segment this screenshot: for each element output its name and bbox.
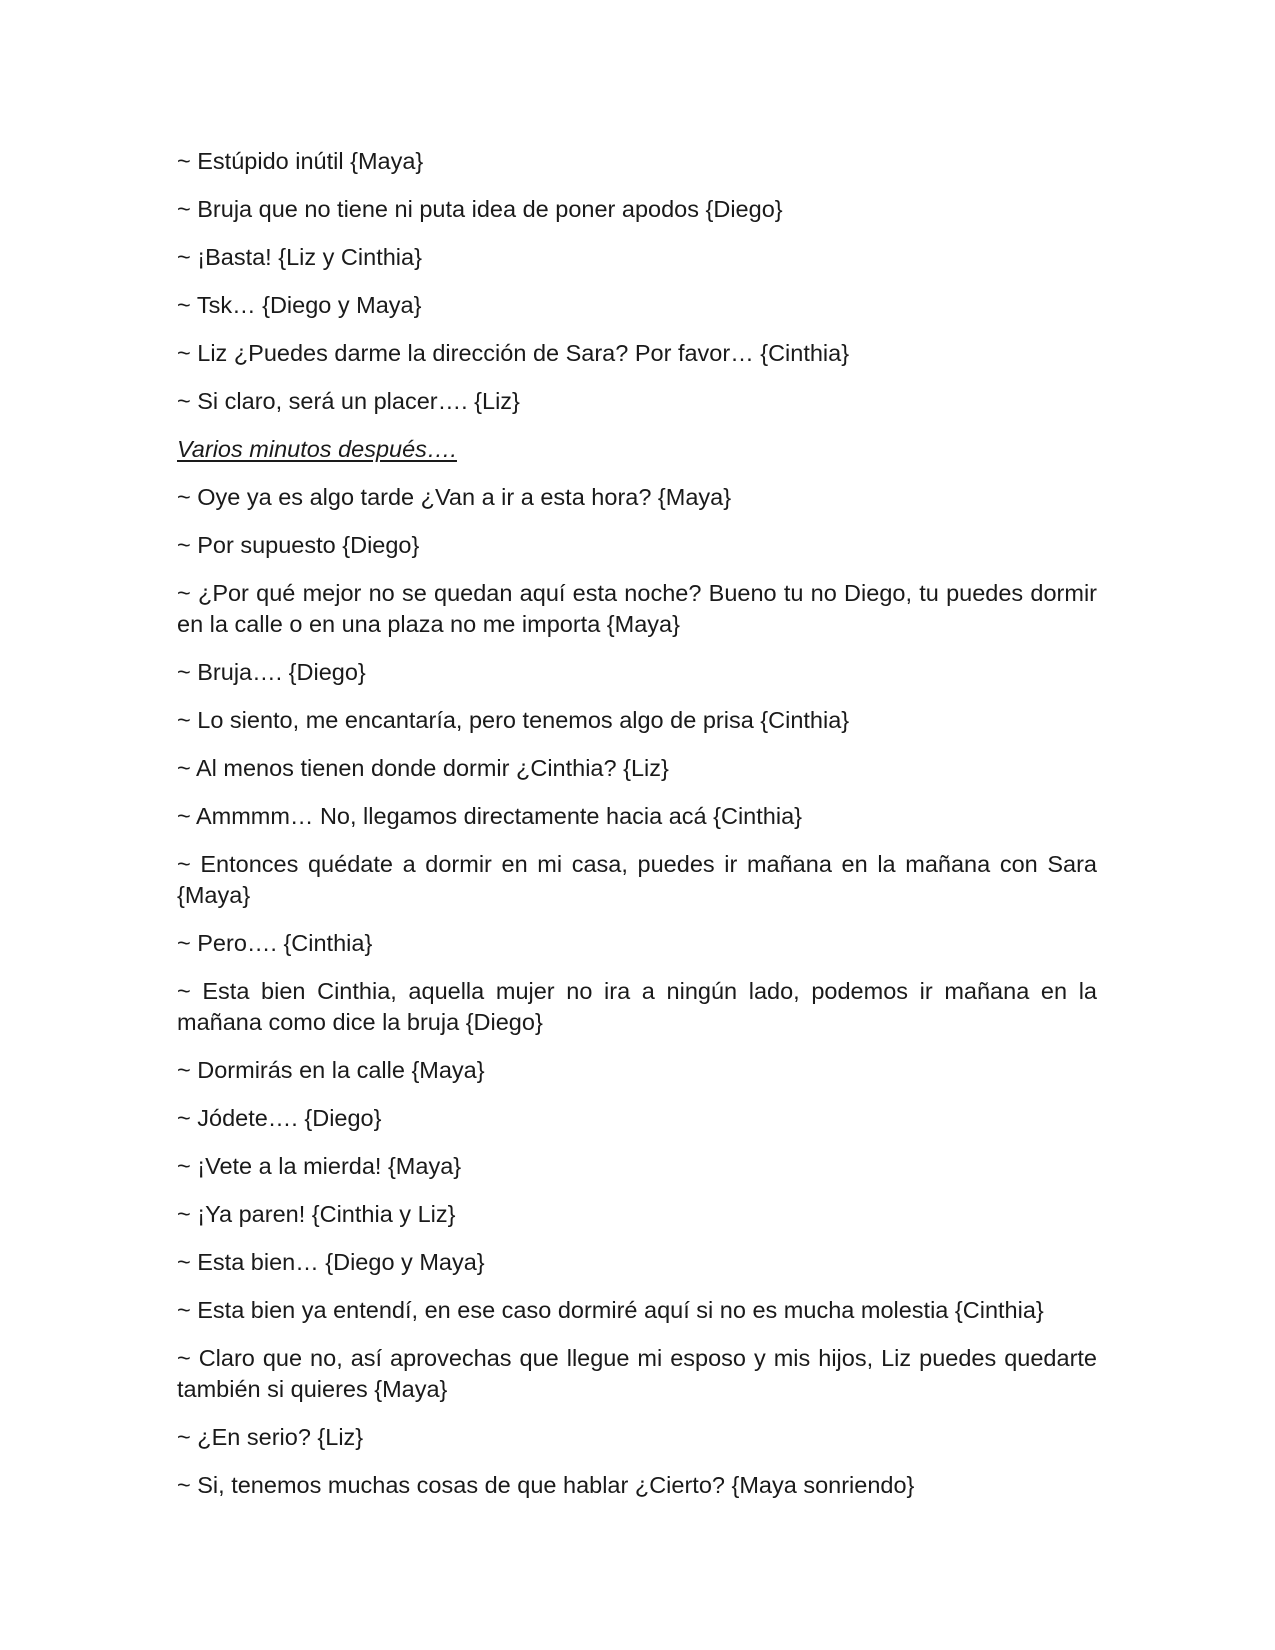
dialogue-line: ~ ¡Vete a la mierda! {Maya} xyxy=(177,1153,462,1179)
dialogue-line: ~ Claro que no, así aprovechas que llegue mi esposo y mis hijos, Liz puedes quedarte también si quieres {Maya} xyxy=(177,1345,1097,1402)
dialogue-line: ~ Si claro, será un placer…. {Liz} xyxy=(177,388,520,414)
dialogue-line: ~ Jódete…. {Diego} xyxy=(177,1105,382,1131)
dialogue-line: ~ ¿Por qué mejor no se quedan aquí esta noche? Bueno tu no Diego, tu puedes dormir en la calle o en una plaza no me importa {Maya} xyxy=(177,580,1097,637)
dialogue-line: ~ Pero…. {Cinthia} xyxy=(177,930,373,956)
dialogue-line: ~ Tsk… {Diego y Maya} xyxy=(177,292,422,318)
dialogue-line: ~ Estúpido inútil {Maya} xyxy=(177,148,424,174)
dialogue-line: ~ Esta bien ya entendí, en ese caso dormiré aquí si no es mucha molestia {Cinthia} xyxy=(177,1297,1044,1323)
dialogue-line: ~ Lo siento, me encantaría, pero tenemos algo de prisa {Cinthia} xyxy=(177,707,850,733)
dialogue-line: ~ Bruja…. {Diego} xyxy=(177,659,366,685)
dialogue-line: ~ Dormirás en la calle {Maya} xyxy=(177,1057,485,1083)
dialogue-line: ~ Liz ¿Puedes darme la dirección de Sara? Por favor… {Cinthia} xyxy=(177,340,850,366)
scene-transition-text: Varios minutos después…. xyxy=(177,436,457,462)
dialogue-line: ~ ¿En serio? {Liz} xyxy=(177,1424,364,1450)
dialogue-line: ~ Ammmm… No, llegamos directamente hacia acá {Cinthia} xyxy=(177,803,802,829)
dialogue-line: ~ ¡Ya paren! {Cinthia y Liz} xyxy=(177,1201,456,1227)
dialogue-line: ~ Esta bien Cinthia, aquella mujer no ira a ningún lado, podemos ir mañana en la mañana como dice la bruja {Diego} xyxy=(177,978,1097,1035)
dialogue-line: ~ Por supuesto {Diego} xyxy=(177,532,420,558)
dialogue-line: ~ Si, tenemos muchas cosas de que hablar ¿Cierto? {Maya sonriendo} xyxy=(177,1472,915,1498)
dialogue-line: ~ Oye ya es algo tarde ¿Van a ir a esta hora? {Maya} xyxy=(177,484,732,510)
dialogue-line: ~ Esta bien… {Diego y Maya} xyxy=(177,1249,485,1275)
dialogue-line: ~ Al menos tienen donde dormir ¿Cinthia? {Liz} xyxy=(177,755,669,781)
dialogue-line: ~ ¡Basta! {Liz y Cinthia} xyxy=(177,244,422,270)
scene-transition xyxy=(177,434,1097,465)
dialogue-line: ~ Bruja que no tiene ni puta idea de poner apodos {Diego} xyxy=(177,196,783,222)
dialogue-line: ~ Entonces quédate a dormir en mi casa, puedes ir mañana en la mañana con Sara {Maya} xyxy=(177,851,1097,908)
document-page xyxy=(177,146,1097,1518)
